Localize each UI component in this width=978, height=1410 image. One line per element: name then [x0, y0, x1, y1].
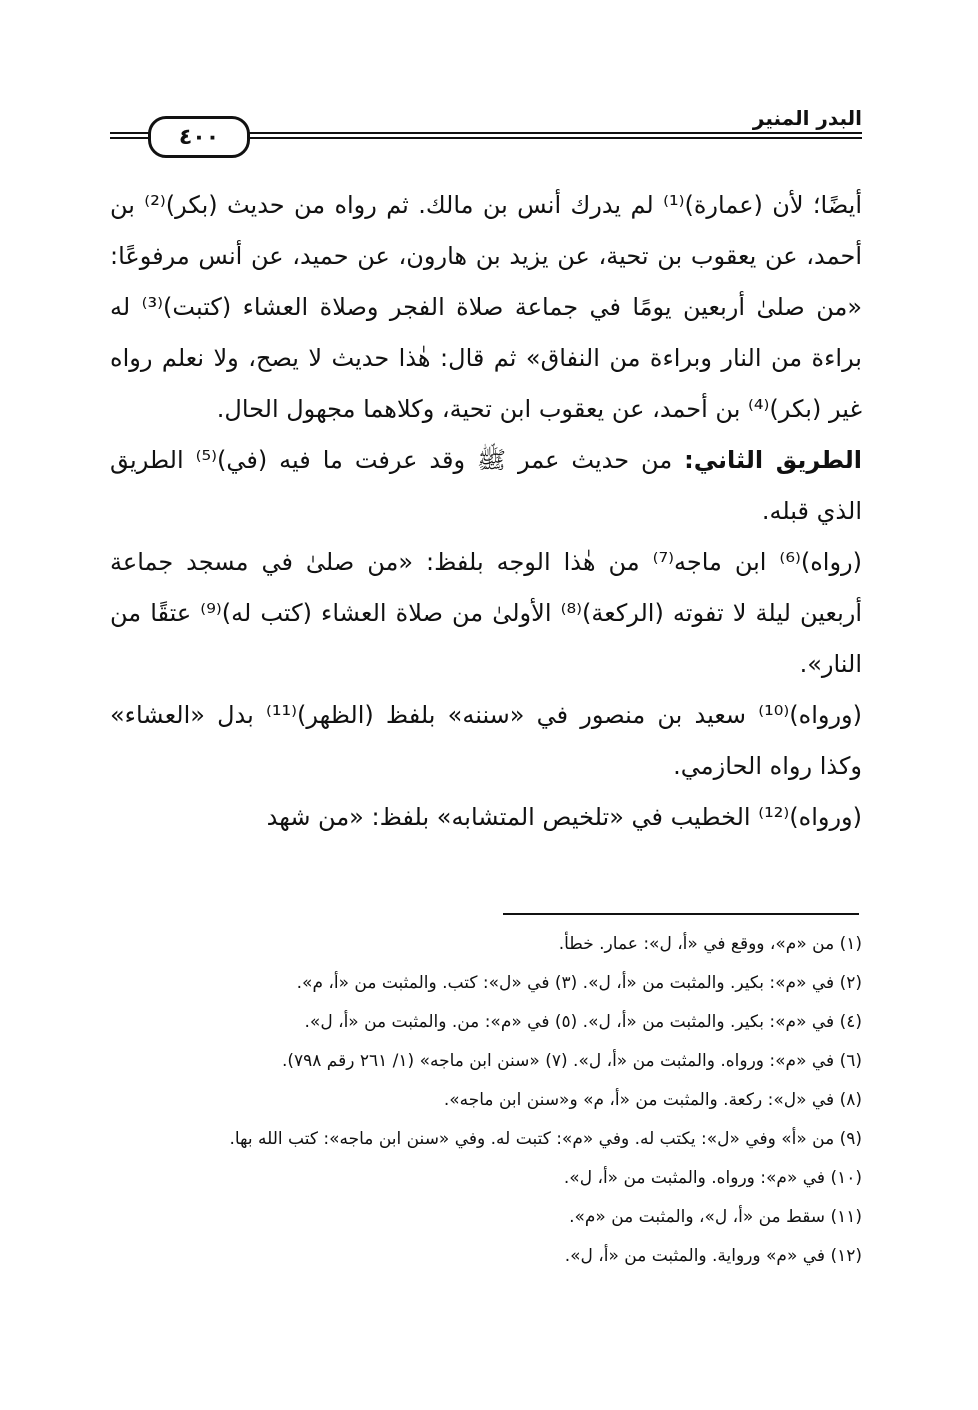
footnote: (٩) من «أ» وفي «ل»: يكتب له. وفي «م»: كتبت له. وفي «سنن ابن ماجه»: كتب الله بها.: [229, 1129, 862, 1149]
footnote: (١٠) في «م»: ورواه. والمثبت من «أ، ل».: [563, 1168, 862, 1188]
paragraph: (رواه)⁽⁶⁾ ابن ماجه⁽⁷⁾ من هٰذا الوجه بلفظ: «من صلىٰ في مسجد جماعة أربعين ليلة لا تفوته (الركعة)⁽⁸⁾ الأولىٰ من صلاة العشاء (كتب له)⁽⁹⁾ عتقًا من النار».: [110, 548, 862, 678]
footnote: (٤) في «م»: بكير. والمثبت من «أ، ل». (٥) في «م»: من. والمثبت من «أ، ل».: [304, 1012, 862, 1032]
footnote: (٨) في «ل»: ركعة. والمثبت من «أ، م» و«سنن ابن ماجه».: [443, 1090, 862, 1110]
footnote: (١٢) في «م» ورواية. والمثبت من «أ، ل».: [564, 1246, 862, 1266]
paragraph: (ورواه)⁽¹⁰⁾ سعيد بن منصور في «سننه» بلفظ (الظهر)⁽¹¹⁾ بدل «العشاء» وكذا رواه الحازمي.: [110, 701, 862, 780]
footnote: (١١) سقط من «أ، ل»، والمثبت من «م».: [569, 1207, 862, 1227]
page-header: [110, 108, 862, 164]
book-title: البدر المنير: [747, 106, 862, 130]
footnote: (٦) في «م»: ورواه. والمثبت من «أ، ل». (٧) «سنن ابن ماجه» (١/ ٢٦١ رقم ٧٩٨).: [281, 1051, 862, 1071]
paragraph: أيضًا؛ لأن (عمارة)⁽¹⁾ لم يدرك أنس بن مالك. ثم رواه من حديث (بكر)⁽²⁾ بن أحمد، عن يعقوب بن تحية، عن يزيد بن هارون، عن حميد، عن أنس مرفوعًا: «من صلىٰ أربعين يومًا في جماعة صلاة الفجر وصلاة العشاء (كتبت)⁽³⁾ له براءة من النار وبراءة من النفاق» ثم قال: هٰذا حديث لا يصح، ولا نعلم رواه غير (بكر)⁽⁴⁾ بن أحمد، عن يعقوب ابن تحية، وكلاهما مجهول الحال.: [110, 191, 863, 423]
footnote-divider: [503, 913, 859, 915]
paragraph-text: من حديث عمر ﷺ وقد عرفت ما فيه (في)⁽⁵⁾ الطريق الذي قبله.: [110, 446, 862, 525]
footnote: (١) من «م»، ووقع في «أ، ل»: عمار. خطأ.: [558, 934, 862, 954]
page-number-frame: [148, 116, 250, 158]
footnote: (٢) في «م»: بكير. والمثبت من «أ، ل». (٣) في «ل»: كتب. والمثبت من «أ، م».: [296, 973, 862, 993]
paragraph: (ورواه)⁽¹²⁾ الخطيب في «تلخيص المتشابه» بلفظ: «من شهد: [266, 803, 862, 831]
main-text: [110, 180, 862, 843]
paragraph-heading: الطريق الثاني:: [684, 446, 862, 474]
paragraph: [110, 435, 862, 537]
footnotes: [110, 925, 862, 1276]
page-number: ٤٠٠: [178, 124, 220, 150]
